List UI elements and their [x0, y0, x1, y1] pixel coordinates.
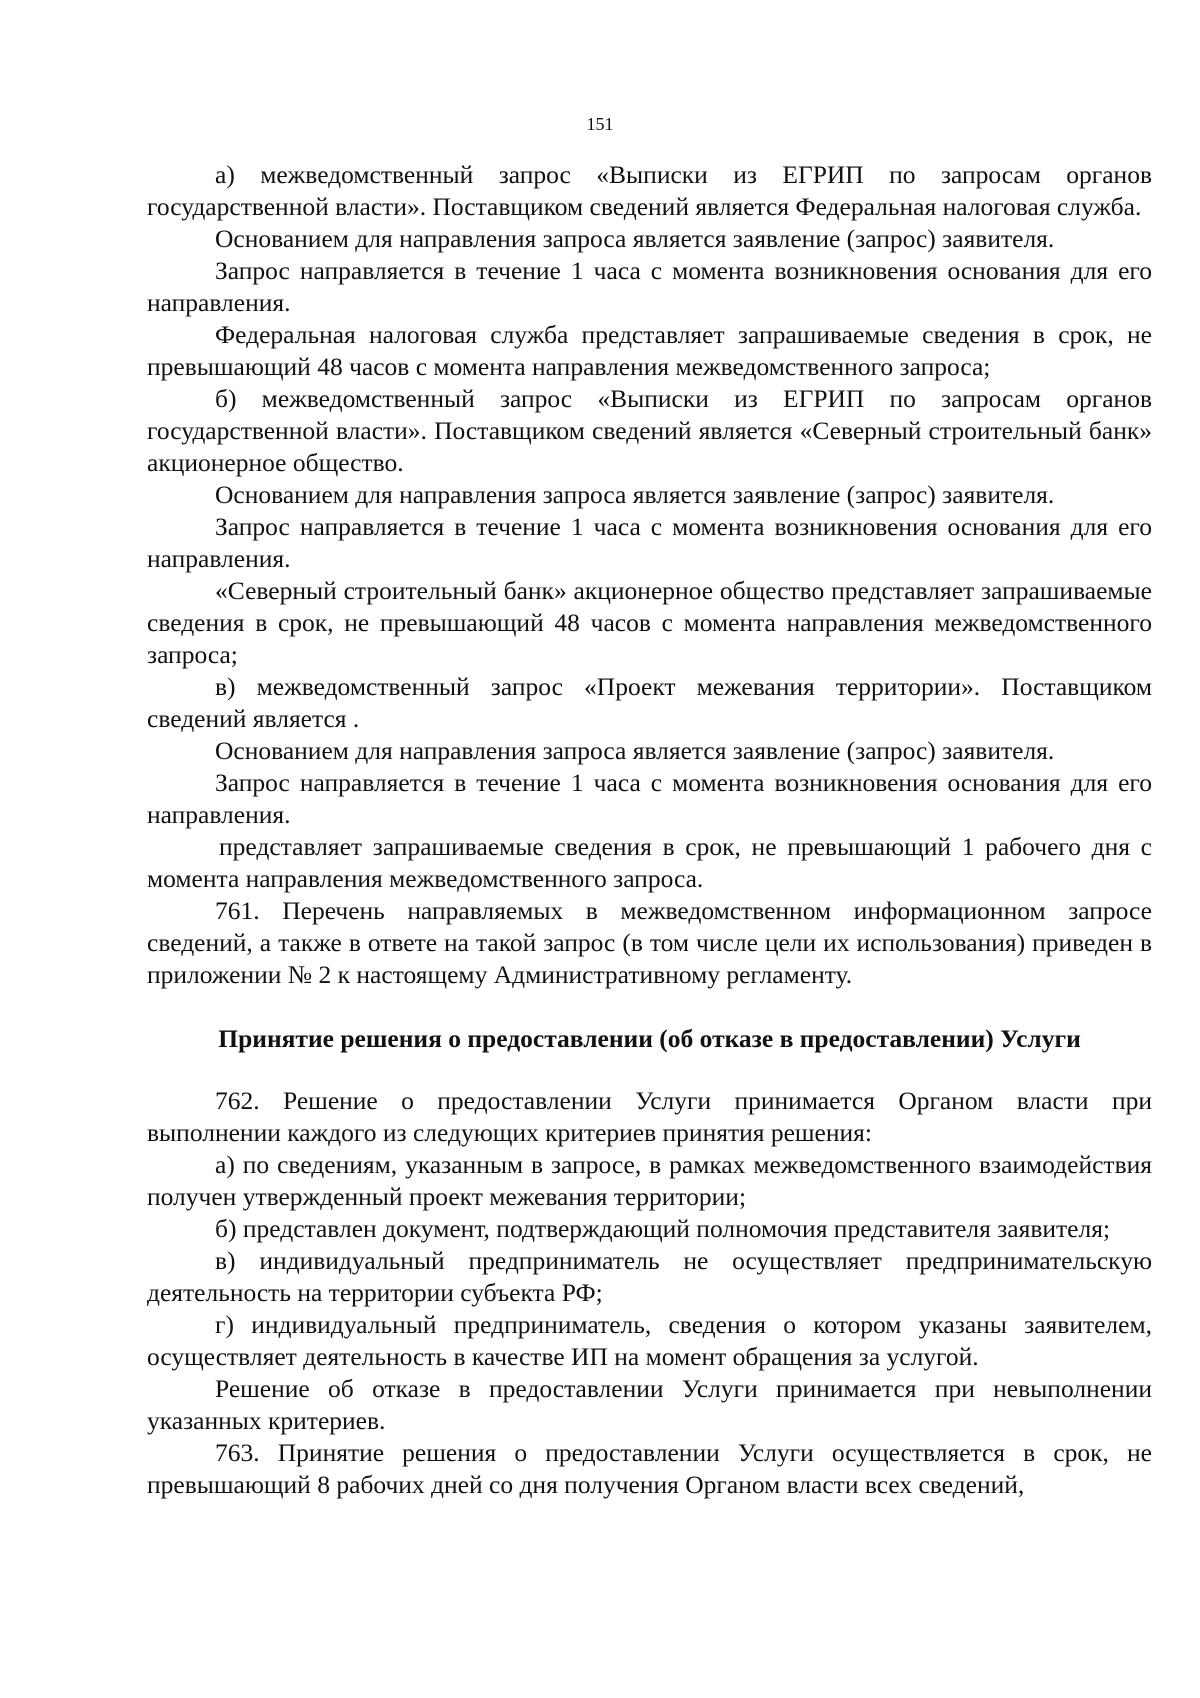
paragraph: Основанием для направления запроса является заявление (запрос) заявителя.	[215, 224, 1055, 253]
paragraph: Запрос направляется в течение 1 часа с момента возникновения основания для его направления.	[147, 768, 1152, 829]
paragraph: в) индивидуальный предприниматель не осуществляет предпринимательскую деятельность на территории субъекта РФ;	[147, 1246, 1152, 1307]
paragraph: г) индивидуальный предприниматель, сведения о котором указаны заявителем, осуществляет деятельность в качестве ИП на момент обращения за услугой.	[147, 1310, 1152, 1371]
paragraph: б) представлен документ, подтверждающий полномочия представителя заявителя;	[215, 1214, 1111, 1243]
paragraph: Основанием для направления запроса является заявление (запрос) заявителя.	[215, 480, 1055, 509]
paragraph: представляет запрашиваемые сведения в срок, не превышающий 1 рабочего дня с момента направления межведомственного запроса.	[147, 832, 1152, 893]
page-number: 151	[586, 114, 614, 134]
paragraph: «Северный строительный банк» акционерное общество представляет запрашиваемые сведения в срок, не превышающий 48 часов с момента направления межведомственного запроса;	[147, 576, 1152, 669]
paragraph: 763. Принятие решения о предоставлении Услуги осуществляется в срок, не превышающий 8 рабочих дней со дня получения Органом власти всех сведений,	[147, 1438, 1152, 1499]
paragraph: в) межведомственный запрос «Проект межевания территории». Поставщиком сведений является .	[147, 672, 1152, 733]
paragraph: 762. Решение о предоставлении Услуги принимается Органом власти при выполнении каждого из следующих критериев принятия решения:	[147, 1086, 1152, 1147]
paragraph: а) межведомственный запрос «Выписки из ЕГРИП по запросам органов государственной власти». Поставщиком сведений является Федеральная налоговая служба.	[147, 160, 1152, 221]
paragraph: Запрос направляется в течение 1 часа с момента возникновения основания для его направления.	[147, 512, 1152, 573]
paragraph: Федеральная налоговая служба представляет запрашиваемые сведения в срок, не превышающий 48 часов с момента направления межведомственного запроса;	[147, 320, 1152, 381]
paragraph: 761. Перечень направляемых в межведомственном информационном запросе сведений, а также в ответе на такой запрос (в том числе цели их использования) приведен в приложении № 2 к настоящему Административному регламенту.	[147, 896, 1152, 989]
section-heading: Принятие решения о предоставлении (об отказе в предоставлении) Услуги	[218, 1024, 1081, 1053]
paragraph: Основанием для направления запроса является заявление (запрос) заявителя.	[215, 736, 1055, 765]
paragraph: б) межведомственный запрос «Выписки из ЕГРИП по запросам органов государственной власти». Поставщиком сведений является «Северный строительный банк» акционерное общество.	[147, 384, 1152, 477]
paragraph: а) по сведениям, указанным в запросе, в рамках межведомственного взаимодействия получен утвержденный проект межевания территории;	[147, 1150, 1152, 1211]
document-body	[147, 159, 1152, 1501]
paragraph: Решение об отказе в предоставлении Услуги принимается при невыполнении указанных критериев.	[147, 1374, 1152, 1435]
paragraph: Запрос направляется в течение 1 часа с момента возникновения основания для его направления.	[147, 256, 1152, 317]
